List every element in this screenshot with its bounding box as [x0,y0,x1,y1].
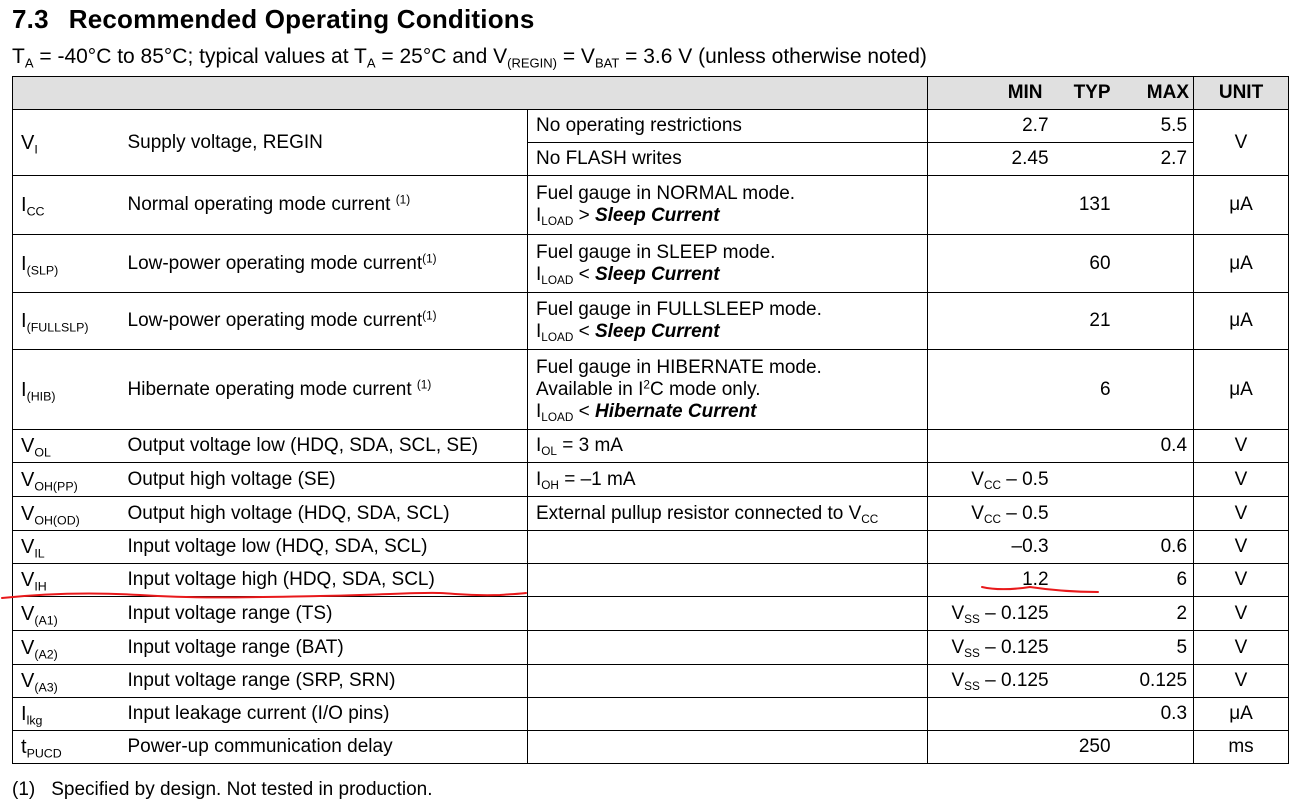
table-row [13,665,1289,698]
unit-value: μA [1194,176,1289,235]
table-row [13,597,1289,631]
table-row [13,564,1289,597]
param-description: Output high voltage (SE) [128,463,528,497]
table-row [13,497,1289,531]
table-row [13,235,1289,293]
min-value: $V_{SS} - 0.125$ [928,631,1057,665]
max-value [1119,235,1194,293]
header-blank [13,77,928,110]
test-condition: No operating restrictions [528,110,928,143]
unit-value: V [1194,531,1289,564]
param-description: Power-up communication delay [128,731,528,764]
unit-value: V [1194,631,1289,665]
max-value: 2.7 [1119,143,1194,176]
min-value: 1.2 [928,564,1057,597]
param-symbol: $V_{OH(OD)}$ [13,497,128,531]
min-value [928,430,1057,463]
param-symbol: $I_{(HIB)}$ [13,350,128,430]
operating-conditions-table [12,76,1289,764]
max-value: 0.125 [1119,665,1194,698]
min-value [928,176,1057,235]
param-symbol: $V_{OH(PP)}$ [13,463,128,497]
header-max: MAX [1119,77,1194,110]
unit-value: μA [1194,698,1289,731]
typ-value: 131 [1057,176,1119,235]
param-symbol: $V_{IL}$ [13,531,128,564]
section-title [12,4,535,35]
param-description: Low-power operating mode current$^{(1)}$ [128,235,528,293]
param-symbol: $I_{lkg}$ [13,698,128,731]
param-symbol: $I_{CC}$ [13,176,128,235]
param-description: Normal operating mode current $^{(1)}$ [128,176,528,235]
footnote-mark: (1) [12,779,36,800]
min-value: $V_{SS} - 0.125$ [928,665,1057,698]
typ-value [1057,463,1119,497]
param-symbol: $V_{IH}$ [13,564,128,597]
test-condition [528,564,928,597]
max-value [1119,497,1194,531]
min-value [928,698,1057,731]
unit-value: μA [1194,235,1289,293]
param-description: Hibernate operating mode current $^{(1)}$ [128,350,528,430]
header-typ: TYP [1057,77,1119,110]
unit-value: V [1194,564,1289,597]
param-description: Input voltage low (HDQ, SDA, SCL) [128,531,528,564]
param-symbol: $I_{(SLP)}$ [13,235,128,293]
test-condition: No FLASH writes [528,143,928,176]
min-value: $V_{CC} - 0.5$ [928,497,1057,531]
header-unit: UNIT [1194,77,1289,110]
table-row [13,110,1289,143]
unit-value: V [1194,463,1289,497]
typ-value: 60 [1057,235,1119,293]
param-description: Output high voltage (HDQ, SDA, SCL) [128,497,528,531]
unit-value: V [1194,110,1289,176]
param-description: Input voltage range (BAT) [128,631,528,665]
table-row [13,631,1289,665]
param-symbol: $V_{(A2)}$ [13,631,128,665]
typ-value [1057,430,1119,463]
table-header-row [13,77,1289,110]
test-condition [528,731,928,764]
min-value [928,731,1057,764]
param-symbol: $I_{(FULLSLP)}$ [13,293,128,350]
typ-value [1057,110,1119,143]
param-description: Input voltage range (SRP, SRN) [128,665,528,698]
test-condition: $I_{OL} = 3$ mA [528,430,928,463]
test-condition: Fuel gauge in FULLSLEEP mode. $I_{LOAD}$ < Sleep Current [528,293,928,350]
param-symbol: $t_{PUCD}$ [13,731,128,764]
typ-value [1057,698,1119,731]
param-description: Output voltage low (HDQ, SDA, SCL, SE) [128,430,528,463]
table-row [13,463,1289,497]
footnote-ref: (1) [395,193,411,207]
footnote-ref: (1) [422,252,437,266]
unit-value: ms [1194,731,1289,764]
typ-value [1057,143,1119,176]
max-value [1119,176,1194,235]
test-condition: External pullup resistor connected to $V_{CC}$ [528,497,928,531]
max-value: 0.4 [1119,430,1194,463]
typ-value: 21 [1057,293,1119,350]
param-symbol: $V_{(A3)}$ [13,665,128,698]
min-value: –0.3 [928,531,1057,564]
max-value [1119,350,1194,430]
min-value [928,350,1057,430]
min-value [928,235,1057,293]
test-condition [528,597,928,631]
section-heading: Recommended Operating Conditions [68,4,535,34]
max-value [1119,731,1194,764]
table-row [13,531,1289,564]
typ-value [1057,631,1119,665]
test-condition: Fuel gauge in HIBERNATE mode. Available in $I^2C$ mode only. $I_{LOAD}$ < Hibernate Current [528,350,928,430]
param-description: Input voltage high (HDQ, SDA, SCL) [128,564,528,597]
min-value: $V_{SS} - 0.125$ [928,597,1057,631]
param-symbol: $V_{OL}$ [13,430,128,463]
footnote-text: Specified by design. Not tested in production. [51,779,433,800]
param-description: Input leakage current (I/O pins) [128,698,528,731]
max-value: 6 [1119,564,1194,597]
max-value: 0.6 [1119,531,1194,564]
param-symbol: $V_I$ [13,110,128,176]
unit-value: V [1194,597,1289,631]
section-number: 7.3 [12,4,49,34]
table-row [13,176,1289,235]
min-value: $V_{CC} - 0.5$ [928,463,1057,497]
max-value: 2 [1119,597,1194,631]
max-value [1119,463,1194,497]
typ-value: 250 [1057,731,1119,764]
param-description: Low-power operating mode current$^{(1)}$ [128,293,528,350]
param-description: Supply voltage, REGIN [128,110,528,176]
min-value: 2.7 [928,110,1057,143]
max-value: 0.3 [1119,698,1194,731]
conditions-subtitle: $T_A = -40^\circ C$ to 85°C; typical values at $T_A = 25^\circ C$ and $V_{(REGIN)} = V_{BAT} = 3.6$ V (unless otherwise noted) [12,45,927,71]
typ-value [1057,497,1119,531]
test-condition [528,531,928,564]
test-condition [528,665,928,698]
param-description: Input voltage range (TS) [128,597,528,631]
param-symbol: $V_{(A1)}$ [13,597,128,631]
unit-value: μA [1194,350,1289,430]
table-row [13,698,1289,731]
test-condition [528,698,928,731]
max-value: 5 [1119,631,1194,665]
typ-value [1057,531,1119,564]
header-min: MIN [928,77,1057,110]
table-row [13,350,1289,430]
typ-value [1057,564,1119,597]
test-condition: Fuel gauge in SLEEP mode. $I_{LOAD}$ < Sleep Current [528,235,928,293]
unit-value: V [1194,665,1289,698]
typ-value [1057,665,1119,698]
typ-value [1057,597,1119,631]
footnote-ref: (1) [422,309,437,323]
test-condition: Fuel gauge in NORMAL mode. $I_{LOAD}$ > Sleep Current [528,176,928,235]
test-condition: $I_{OH} = -1$ mA [528,463,928,497]
table-row [13,430,1289,463]
table-row [13,293,1289,350]
unit-value: V [1194,497,1289,531]
unit-value: μA [1194,293,1289,350]
footnote [12,779,433,801]
unit-value: V [1194,430,1289,463]
max-value: 5.5 [1119,110,1194,143]
max-value [1119,293,1194,350]
min-value: 2.45 [928,143,1057,176]
footnote-ref: (1) [416,378,432,392]
test-condition [528,631,928,665]
min-value [928,293,1057,350]
typ-value: 6 [1057,350,1119,430]
table-row [13,731,1289,764]
